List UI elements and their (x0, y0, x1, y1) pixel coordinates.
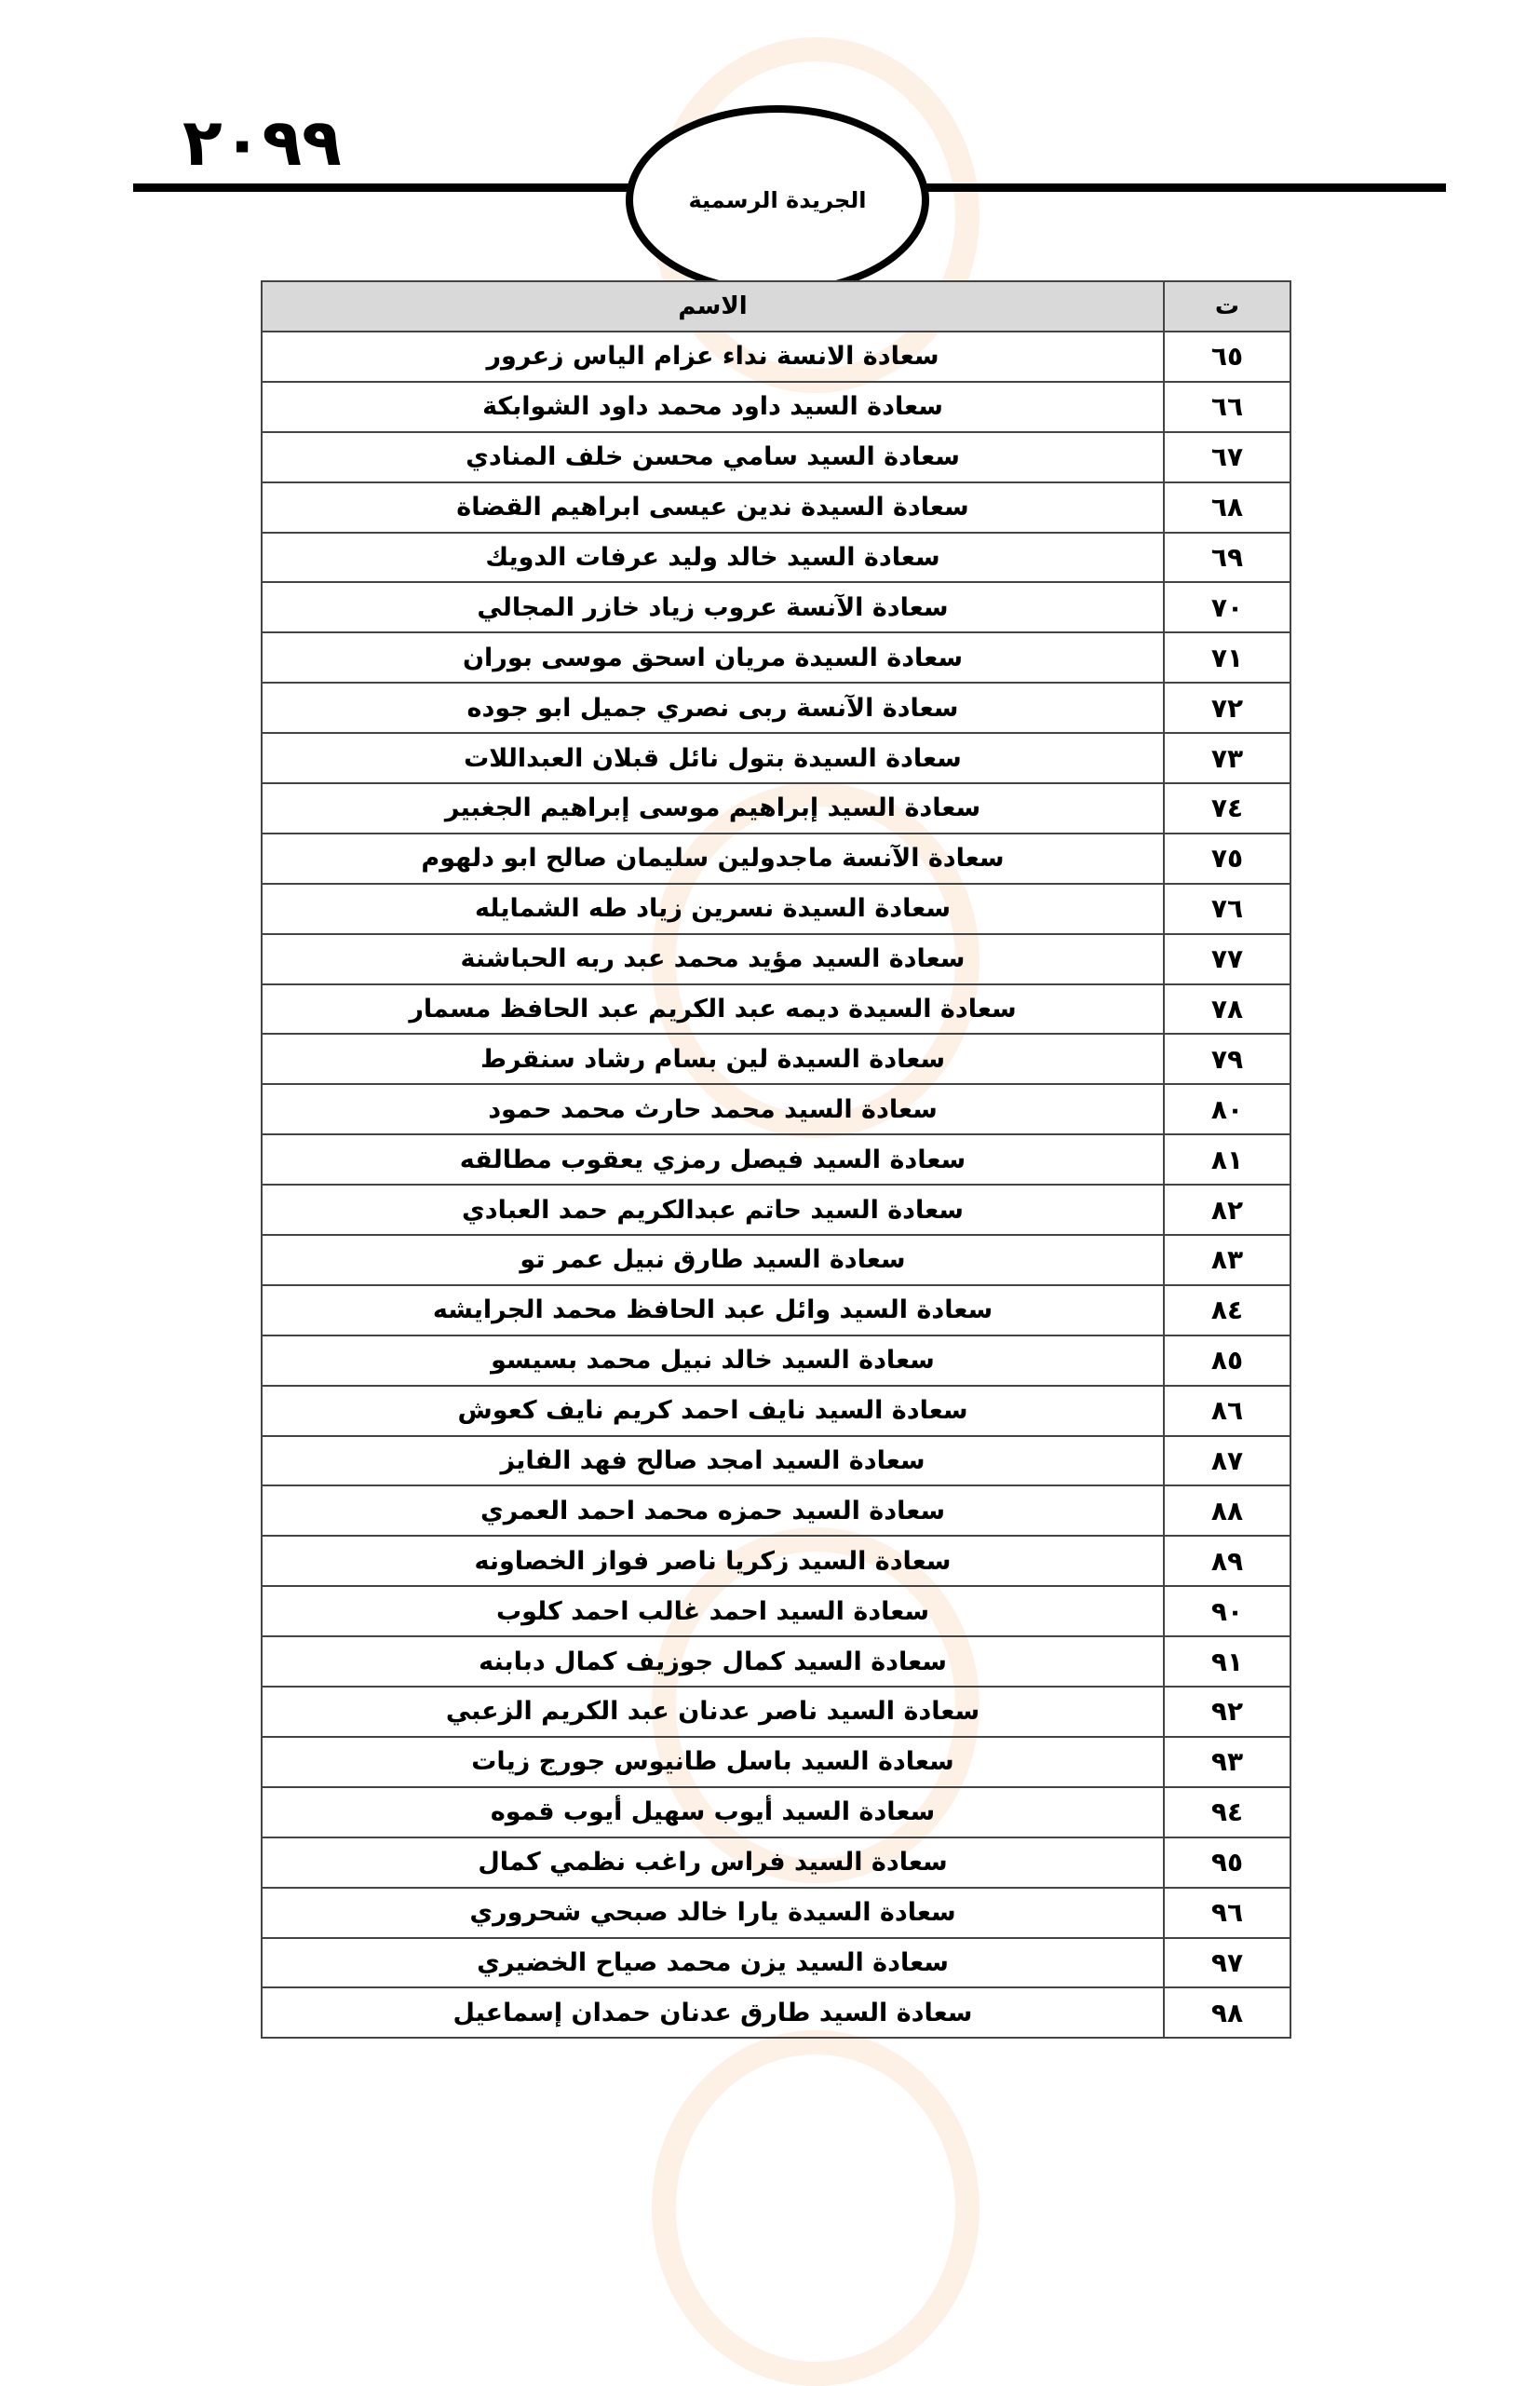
gazette-seal (626, 105, 929, 295)
row-number: ٨٦ (1164, 1386, 1290, 1436)
row-name: سعادة الآنسة ربى نصري جميل ابو جوده (262, 683, 1164, 733)
table-row (262, 1636, 1290, 1687)
row-name: سعادة السيد طارق عدنان حمدان إسماعيل (262, 1987, 1164, 2038)
publication-title: الجريدة الرسمية (688, 187, 867, 213)
row-name: سعادة السيد مؤيد محمد عبد ربه الحباشنة (262, 934, 1164, 984)
row-name: سعادة السيد إبراهيم موسى إبراهيم الجغبير (262, 783, 1164, 834)
row-name: سعادة السيد ناصر عدنان عبد الكريم الزعبي (262, 1687, 1164, 1737)
row-number: ٨٠ (1164, 1084, 1290, 1134)
table-row (262, 984, 1290, 1035)
row-number: ٧٢ (1164, 683, 1290, 733)
row-name: سعادة السيدة مريان اسحق موسى بوران (262, 632, 1164, 683)
row-name: سعادة السيد حمزه محمد احمد العمري (262, 1485, 1164, 1536)
row-name: سعادة السيد محمد حارث محمد حمود (262, 1084, 1164, 1134)
table-row (262, 1485, 1290, 1536)
row-name: سعادة السيد نايف احمد كريم نايف كعوش (262, 1386, 1164, 1436)
row-number: ٩٦ (1164, 1888, 1290, 1938)
table-row (262, 533, 1290, 583)
row-number: ٩٢ (1164, 1687, 1290, 1737)
row-number: ٨١ (1164, 1134, 1290, 1185)
row-name: سعادة السيد أيوب سهيل أيوب قموه (262, 1787, 1164, 1837)
table-row (262, 1335, 1290, 1386)
table-row (262, 1888, 1290, 1938)
page-number: ٢٠٩٩ (182, 104, 342, 181)
table-row (262, 482, 1290, 533)
row-number: ٧٨ (1164, 984, 1290, 1035)
row-number: ٨٣ (1164, 1235, 1290, 1285)
table-row (262, 884, 1290, 934)
table-row (262, 582, 1290, 632)
row-number: ٦٦ (1164, 382, 1290, 432)
row-number: ٨٥ (1164, 1335, 1290, 1386)
row-number: ٩٠ (1164, 1586, 1290, 1636)
row-name: سعادة السيدة ندين عيسى ابراهيم القضاة (262, 482, 1164, 533)
row-number: ٩٨ (1164, 1987, 1290, 2038)
table-row (262, 1034, 1290, 1084)
row-name: سعادة السيد طارق نبيل عمر تو (262, 1235, 1164, 1285)
table-row (262, 382, 1290, 432)
row-number: ٩٣ (1164, 1737, 1290, 1787)
table-row (262, 1837, 1290, 1888)
table-row (262, 934, 1290, 984)
row-name: سعادة الآنسة عروب زياد خازر المجالي (262, 582, 1164, 632)
table-row (262, 1787, 1290, 1837)
row-name: سعادة السيد فراس راغب نظمي كمال (262, 1837, 1164, 1888)
row-number: ٧٦ (1164, 884, 1290, 934)
row-name: سعادة السيد حاتم عبدالكريم حمد العبادي (262, 1185, 1164, 1235)
table-header-row (262, 281, 1290, 332)
table-row (262, 1185, 1290, 1235)
row-name: سعادة السيد فيصل رمزي يعقوب مطالقه (262, 1134, 1164, 1185)
row-name: سعادة السيد وائل عبد الحافظ محمد الجرايشه (262, 1285, 1164, 1335)
table-row (262, 1536, 1290, 1586)
row-name: سعادة الانسة نداء عزام الياس زعرور (262, 332, 1164, 382)
row-number: ٦٥ (1164, 332, 1290, 382)
table-row (262, 1586, 1290, 1636)
row-number: ٦٩ (1164, 533, 1290, 583)
row-number: ٩١ (1164, 1636, 1290, 1687)
row-name: سعادة السيد داود محمد داود الشوابكة (262, 382, 1164, 432)
table-row (262, 1737, 1290, 1787)
table-row (262, 1687, 1290, 1737)
row-name: سعادة السيد خالد وليد عرفات الدويك (262, 533, 1164, 583)
table-row (262, 1436, 1290, 1486)
row-number: ٨٨ (1164, 1485, 1290, 1536)
table-row (262, 432, 1290, 482)
row-name: سعادة السيد خالد نبيل محمد بسيسو (262, 1335, 1164, 1386)
row-number: ٨٤ (1164, 1285, 1290, 1335)
row-name: سعادة السيد زكريا ناصر فواز الخصاونه (262, 1536, 1164, 1586)
row-name: سعادة الآنسة ماجدولين سليمان صالح ابو دلهوم (262, 834, 1164, 884)
row-number: ٧٣ (1164, 733, 1290, 783)
row-number: ٦٧ (1164, 432, 1290, 482)
row-number: ٦٨ (1164, 482, 1290, 533)
table-row (262, 332, 1290, 382)
column-header-name: الاسم (262, 281, 1164, 332)
row-number: ٧١ (1164, 632, 1290, 683)
watermark-clock-icon (652, 2030, 979, 2386)
row-name: سعادة السيدة نسرين زياد طه الشمايله (262, 884, 1164, 934)
table-row (262, 1134, 1290, 1185)
table-row (262, 1235, 1290, 1285)
row-name: سعادة السيد امجد صالح فهد الفايز (262, 1436, 1164, 1486)
row-number: ٩٧ (1164, 1938, 1290, 1988)
row-number: ٧٤ (1164, 783, 1290, 834)
row-number: ٩٥ (1164, 1837, 1290, 1888)
row-name: سعادة السيد باسل طانيوس جورج زيات (262, 1737, 1164, 1787)
table-row (262, 1987, 1290, 2038)
row-name: سعادة السيد كمال جوزيف كمال دبابنه (262, 1636, 1164, 1687)
table-row (262, 683, 1290, 733)
table-row (262, 783, 1290, 834)
table-row (262, 1938, 1290, 1988)
table-row (262, 834, 1290, 884)
row-number: ٧٠ (1164, 582, 1290, 632)
row-number: ٨٩ (1164, 1536, 1290, 1586)
column-header-number: ت (1164, 281, 1290, 332)
row-name: سعادة السيد سامي محسن خلف المنادي (262, 432, 1164, 482)
row-name: سعادة السيدة يارا خالد صبحي شحروري (262, 1888, 1164, 1938)
row-name: سعادة السيدة بتول نائل قبلان العبداللات (262, 733, 1164, 783)
row-number: ٧٩ (1164, 1034, 1290, 1084)
table-row (262, 733, 1290, 783)
row-name: سعادة السيد يزن محمد صياح الخضيري (262, 1938, 1164, 1988)
row-name: سعادة السيدة ديمه عبد الكريم عبد الحافظ مسمار (262, 984, 1164, 1035)
row-number: ٨٧ (1164, 1436, 1290, 1486)
table-row (262, 632, 1290, 683)
table-row (262, 1285, 1290, 1335)
names-table (261, 280, 1291, 2039)
table-row (262, 1386, 1290, 1436)
row-number: ٩٤ (1164, 1787, 1290, 1837)
row-number: ٧٥ (1164, 834, 1290, 884)
row-number: ٨٢ (1164, 1185, 1290, 1235)
row-name: سعادة السيدة لين بسام رشاد سنقرط (262, 1034, 1164, 1084)
row-number: ٧٧ (1164, 934, 1290, 984)
row-name: سعادة السيد احمد غالب احمد كلوب (262, 1586, 1164, 1636)
table-row (262, 1084, 1290, 1134)
